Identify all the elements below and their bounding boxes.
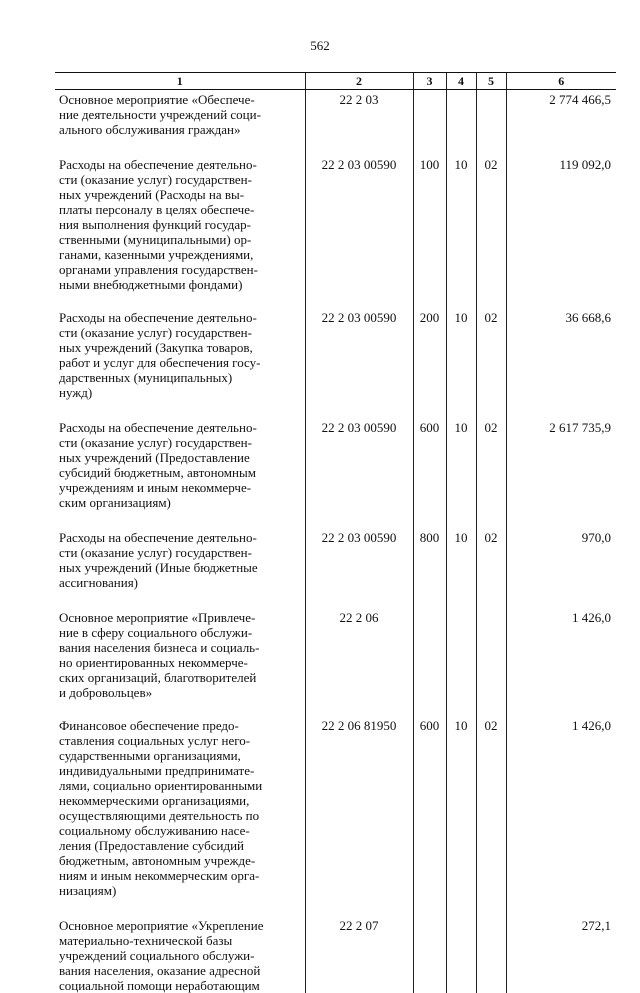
spacer-cell bbox=[305, 590, 413, 608]
row-spacer bbox=[55, 590, 616, 608]
spacer-cell bbox=[413, 510, 446, 528]
spacer-cell bbox=[55, 590, 305, 608]
item-code: 22 2 03 00590 bbox=[305, 528, 413, 590]
spacer-cell bbox=[55, 400, 305, 418]
item-col-4: 10 bbox=[446, 418, 476, 510]
item-col-4: 10 bbox=[446, 155, 476, 292]
spacer-cell bbox=[446, 700, 476, 716]
row-spacer bbox=[55, 510, 616, 528]
row-spacer bbox=[55, 700, 616, 716]
item-col-3 bbox=[413, 608, 446, 700]
row-spacer bbox=[55, 898, 616, 916]
item-code: 22 2 07 bbox=[305, 916, 413, 993]
spacer-cell bbox=[55, 510, 305, 528]
spacer-cell bbox=[476, 898, 506, 916]
item-col-3 bbox=[413, 916, 446, 993]
row-spacer bbox=[55, 292, 616, 308]
table-row bbox=[55, 716, 616, 898]
item-amount: 272,1 bbox=[506, 916, 616, 993]
item-code: 22 2 03 00590 bbox=[305, 418, 413, 510]
row-spacer bbox=[55, 400, 616, 418]
item-col-3: 800 bbox=[413, 528, 446, 590]
item-col-4 bbox=[446, 608, 476, 700]
spacer-cell bbox=[446, 898, 476, 916]
spacer-cell bbox=[506, 137, 616, 155]
spacer-cell bbox=[506, 590, 616, 608]
header-col-6: 6 bbox=[506, 73, 616, 90]
budget-table bbox=[55, 72, 616, 993]
item-amount: 36 668,6 bbox=[506, 308, 616, 400]
header-row bbox=[55, 73, 616, 90]
item-code: 22 2 03 bbox=[305, 90, 413, 138]
spacer-cell bbox=[476, 510, 506, 528]
item-code: 22 2 06 81950 bbox=[305, 716, 413, 898]
item-col-4: 10 bbox=[446, 716, 476, 898]
item-col-3: 100 bbox=[413, 155, 446, 292]
item-col-5: 02 bbox=[476, 716, 506, 898]
row-spacer bbox=[55, 137, 616, 155]
item-col-3 bbox=[413, 90, 446, 138]
header-col-5: 5 bbox=[476, 73, 506, 90]
item-col-3: 600 bbox=[413, 418, 446, 510]
item-name: Основное мероприятие «Укрепление материально-технической базы учреждений социального обслужи- вания населения, оказание адресной социальной помощи неработающим bbox=[55, 916, 305, 993]
table-row bbox=[55, 916, 616, 993]
item-amount: 970,0 bbox=[506, 528, 616, 590]
item-amount: 119 092,0 bbox=[506, 155, 616, 292]
item-name: Основное мероприятие «Обеспече- ние деятельности учреждений соци- ального обслуживания граждан» bbox=[55, 90, 305, 138]
spacer-cell bbox=[305, 898, 413, 916]
spacer-cell bbox=[446, 400, 476, 418]
table-row bbox=[55, 418, 616, 510]
spacer-cell bbox=[446, 510, 476, 528]
spacer-cell bbox=[305, 510, 413, 528]
item-col-4 bbox=[446, 916, 476, 993]
item-amount: 2 617 735,9 bbox=[506, 418, 616, 510]
spacer-cell bbox=[446, 292, 476, 308]
spacer-cell bbox=[446, 137, 476, 155]
spacer-cell bbox=[446, 590, 476, 608]
table-body bbox=[55, 90, 616, 993]
item-code: 22 2 06 bbox=[305, 608, 413, 700]
spacer-cell bbox=[413, 700, 446, 716]
spacer-cell bbox=[55, 700, 305, 716]
spacer-cell bbox=[476, 137, 506, 155]
spacer-cell bbox=[413, 137, 446, 155]
table-row bbox=[55, 155, 616, 292]
spacer-cell bbox=[506, 292, 616, 308]
spacer-cell bbox=[413, 400, 446, 418]
spacer-cell bbox=[476, 400, 506, 418]
item-col-3: 200 bbox=[413, 308, 446, 400]
table-row bbox=[55, 308, 616, 400]
item-code: 22 2 03 00590 bbox=[305, 308, 413, 400]
item-col-5: 02 bbox=[476, 308, 506, 400]
spacer-cell bbox=[305, 400, 413, 418]
spacer-cell bbox=[413, 898, 446, 916]
item-col-3: 600 bbox=[413, 716, 446, 898]
spacer-cell bbox=[413, 292, 446, 308]
item-col-5 bbox=[476, 608, 506, 700]
spacer-cell bbox=[476, 292, 506, 308]
item-col-5: 02 bbox=[476, 528, 506, 590]
item-code: 22 2 03 00590 bbox=[305, 155, 413, 292]
item-name: Расходы на обеспечение деятельно- сти (оказание услуг) государствен- ных учреждений (Предоставление субсидий бюджетным, автономным учреждениям и иным некоммерче- ским организациям) bbox=[55, 418, 305, 510]
spacer-cell bbox=[413, 590, 446, 608]
item-col-4: 10 bbox=[446, 528, 476, 590]
table-row bbox=[55, 528, 616, 590]
spacer-cell bbox=[506, 898, 616, 916]
item-name: Расходы на обеспечение деятельно- сти (оказание услуг) государствен- ных учреждений (Закупка товаров, работ и услуг для обеспечения госу- дарственных (муниципальных) нужд) bbox=[55, 308, 305, 400]
spacer-cell bbox=[55, 898, 305, 916]
spacer-cell bbox=[506, 510, 616, 528]
item-col-5: 02 bbox=[476, 155, 506, 292]
table-row bbox=[55, 608, 616, 700]
spacer-cell bbox=[476, 700, 506, 716]
item-name: Основное мероприятие «Привлече- ние в сферу социального обслужи- вания населения бизнеса и социаль- но ориентированных некоммерче- ских организаций, благотворителей и добровольцев» bbox=[55, 608, 305, 700]
item-amount: 2 774 466,5 bbox=[506, 90, 616, 138]
item-col-5: 02 bbox=[476, 418, 506, 510]
item-col-5 bbox=[476, 916, 506, 993]
spacer-cell bbox=[506, 400, 616, 418]
item-col-4: 10 bbox=[446, 308, 476, 400]
item-col-5 bbox=[476, 90, 506, 138]
spacer-cell bbox=[305, 137, 413, 155]
item-col-4 bbox=[446, 90, 476, 138]
header-col-1: 1 bbox=[55, 73, 305, 90]
item-name: Расходы на обеспечение деятельно- сти (оказание услуг) государствен- ных учреждений (Иные бюджетные ассигнования) bbox=[55, 528, 305, 590]
item-name: Расходы на обеспечение деятельно- сти (оказание услуг) государствен- ных учреждений (Расходы на вы- платы персоналу в целях обеспече- ния выполнения функций государ- ственными (муниципальными) ор- ганами, казенными учреждениями, органами управления государствен- ными внебюджетными фондами) bbox=[55, 155, 305, 292]
spacer-cell bbox=[55, 292, 305, 308]
spacer-cell bbox=[476, 590, 506, 608]
item-amount: 1 426,0 bbox=[506, 608, 616, 700]
item-amount: 1 426,0 bbox=[506, 716, 616, 898]
header-col-2: 2 bbox=[305, 73, 413, 90]
spacer-cell bbox=[55, 137, 305, 155]
header-col-4: 4 bbox=[446, 73, 476, 90]
table-row bbox=[55, 90, 616, 138]
page-number: 562 bbox=[0, 38, 640, 54]
spacer-cell bbox=[506, 700, 616, 716]
spacer-cell bbox=[305, 292, 413, 308]
item-name: Финансовое обеспечение предо- ставления социальных услуг него- сударственными организациями, индивидуальными предпринимате- лями, социально ориентированными некоммерческими организациями, осуществляющими деятельность по социальному обслуживанию насе- ления (Предоставление субсидий бюджетным, автономным учрежде- ниям и иным некоммерческим орга- низациям) bbox=[55, 716, 305, 898]
header-col-3: 3 bbox=[413, 73, 446, 90]
spacer-cell bbox=[305, 700, 413, 716]
